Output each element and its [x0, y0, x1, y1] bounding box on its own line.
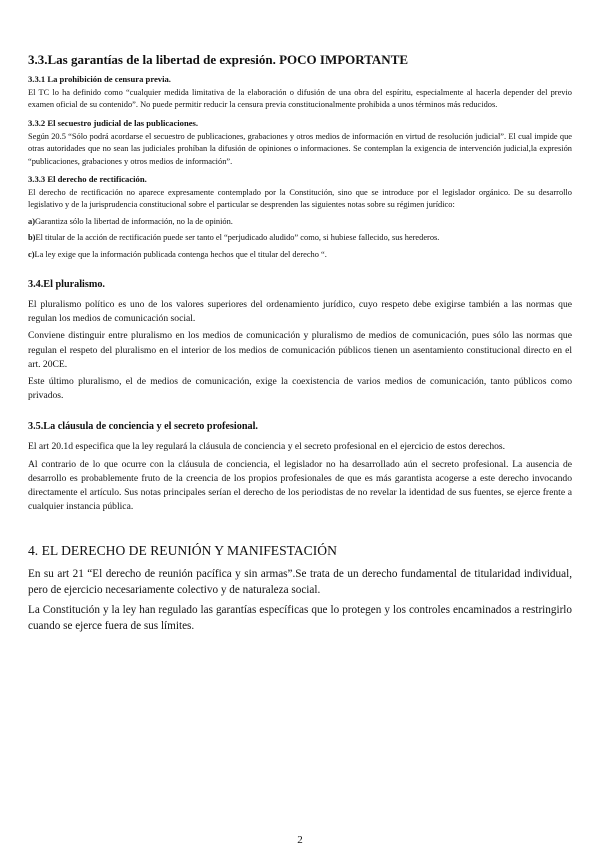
section-4-paragraph-1: En su art 21 “El derecho de reunión pacífica y sin armas”.Se trata de un derecho fundamental de titularidad individual, pero de ejercicio necesariamente colectivo y de naturaleza social. — [28, 567, 572, 596]
section-3-5-paragraph-2: Al contrario de lo que ocurre con la cláusula de conciencia, el legislador no ha desarrollado aún el secreto profesional. La ausencia de desarrollo es probablemente fruto de la creencia de los propios profesionales de que es más garantista acogerse a este derecho invocando directamente el artículo. Sus notas principales serían el derecho de los periodistas de no revelar la identidad de sus fuentes, se ejerce frente a cualquier instancia pública. — [28, 458, 572, 513]
section-3-4-paragraph-3: Este último pluralismo, el de medios de comunicación, exige la coexistencia de varios medios de comunicación, tanto públicos como privados. — [28, 376, 572, 402]
subsection-3-3-1-heading: 3.3.1 La prohibición de censura previa. — [28, 74, 171, 84]
list-item — [28, 249, 572, 261]
section-3-5-paragraph-1: El art 20.1d especifica que la ley regulará la cláusula de conciencia y el secreto profesional en el ejercicio de estos derechos. — [28, 441, 506, 453]
section-3-4-heading: 3.4.El pluralismo. — [28, 279, 105, 291]
list-item — [28, 216, 572, 228]
subsection-3-3-2-text: Según 20.5 “Sólo podrá acordarse el secuestro de publicaciones, grabaciones y otros medios de información en virtud de resolución judicial”. El cual impide que otras autoridades que no sean las judiciales prohíban la difusión de opiniones o informaciones. Se contemplan la exigencia de intervención judicial,la expresión “publicaciones, grabaciones y otros medios de información”. — [28, 131, 572, 166]
section-4-heading: 4. EL DERECHO DE REUNIÓN Y MANIFESTACIÓN — [28, 542, 337, 558]
list-item — [28, 232, 572, 244]
subsection-3-3-3-heading: 3.3.3 El derecho de rectificación. — [28, 174, 147, 185]
subsection-3-3-2-heading: 3.3.2 El secuestro judicial de las publicaciones. — [28, 117, 199, 128]
list-marker: a) — [28, 216, 35, 226]
section-3-3-heading: 3.3.Las garantías de la libertad de expresión. POCO IMPORTANTE — [28, 52, 409, 67]
document-page — [28, 52, 572, 638]
section-3-4-paragraph-1: El pluralismo político es uno de los valores superiores del ordenamiento jurídico, cuyo respeto debe exigirse también a las normas que regulan los medios de comunicación social. — [28, 299, 572, 325]
list-item-text: La ley exige que la información publicada contenga hechos que el titular del derecho “. — [34, 249, 327, 259]
list-item-text: Garantiza sólo la libertad de información, no la de opinión. — [34, 216, 233, 226]
list-marker: c) — [28, 249, 35, 259]
section-3-5-heading: 3.5.La cláusula de conciencia y el secreto profesional. — [28, 421, 258, 433]
page-number: 2 — [297, 834, 303, 846]
subsection-3-3-1-text: El TC lo ha definido como “cualquier medida limitativa de la elaboración o difusión de una obra del espíritu, especialmente al hacerla depender del previo examen oficial de su contenido”. No puede permitir reducir la censura previa constitucionalmente prohibida a unos términos más reducidos. — [28, 88, 572, 110]
list-item-text: El titular de la acción de rectificación puede ser tanto el “perjudicado aludido” como, si hubiese fallecido, sus herederos. — [35, 233, 440, 243]
section-4-paragraph-2: La Constitución y la ley han regulado las garantías específicas que lo protegen y los controles encaminados a restringirlo cuando se ejerce fuera de sus límites. — [28, 603, 572, 633]
subsection-3-3-3-text: El derecho de rectificación no aparece expresamente contemplado por la Constitución, sino que se introduce por el legislador orgánico. De su desarrollo legislativo y de la jurisprudencia constitucional sobre el particular se desprenden las siguientes notas sobre su régimen jurídico: — [28, 188, 572, 210]
list-marker: b) — [28, 233, 36, 243]
section-3-4-paragraph-2: Conviene distinguir entre pluralismo en los medios de comunicación y pluralismo de medios de comunicación, pues sólo las normas que regulan el respeto del pluralismo en el interior de los medios de comunicación públicos tienen un asentamiento constitucional directo en el art. 20CE. — [28, 330, 572, 370]
